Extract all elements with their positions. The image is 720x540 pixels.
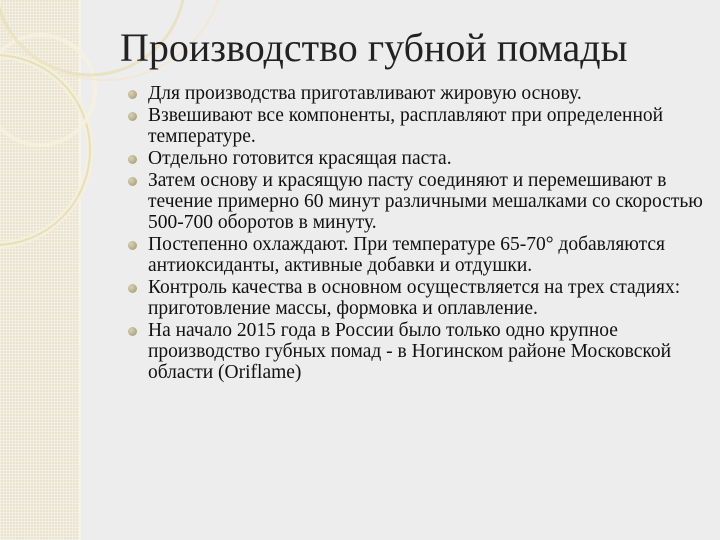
bullet-item bbox=[128, 277, 703, 319]
bullet-text: Для производства приготавливают жировую основу. bbox=[148, 83, 582, 104]
bullet-text: Затем основу и красящую пасту соединяют и перемешивают в течение примерно 60 минут различными мешалками со скоростью 500-700 оборотов в минуту. bbox=[148, 170, 703, 233]
bullet-item bbox=[128, 83, 703, 104]
bullet-item bbox=[128, 320, 703, 383]
strip-edge-line bbox=[79, 0, 81, 540]
bullet-dot-icon bbox=[128, 112, 137, 121]
slide-title: Производство губной помады bbox=[120, 25, 628, 70]
bullet-item bbox=[128, 105, 703, 147]
bullet-text: Контроль качества в основном осуществляется на трех стадиях: приготовление массы, формовка и оплавление. bbox=[148, 277, 681, 319]
bullet-text: Постепенно охлаждают. При температуре 65-70° добавляются антиоксиданты, активные добавки и отдушки. bbox=[148, 234, 666, 276]
bullet-text: Отдельно готовится красящая паста. bbox=[148, 148, 452, 169]
bullet-text: На начало 2015 года в России было только одно крупное производство губных помад - в Ногинском районе Московской области (Oriflame) bbox=[148, 320, 672, 383]
bullet-dot-icon bbox=[128, 327, 137, 336]
bullet-dot-icon bbox=[128, 177, 137, 186]
decorative-left-strip bbox=[0, 0, 80, 540]
bullet-dot-icon bbox=[128, 284, 137, 293]
bullet-item bbox=[128, 234, 703, 276]
bullet-item bbox=[128, 170, 703, 233]
bullet-list bbox=[128, 83, 703, 384]
bullet-item bbox=[128, 148, 703, 169]
bullet-text: Взвешивают все компоненты, расплавляют при определенной температуре. bbox=[148, 105, 664, 147]
bullet-dot-icon bbox=[128, 155, 137, 164]
bullet-dot-icon bbox=[128, 90, 137, 99]
bullet-dot-icon bbox=[128, 241, 137, 250]
